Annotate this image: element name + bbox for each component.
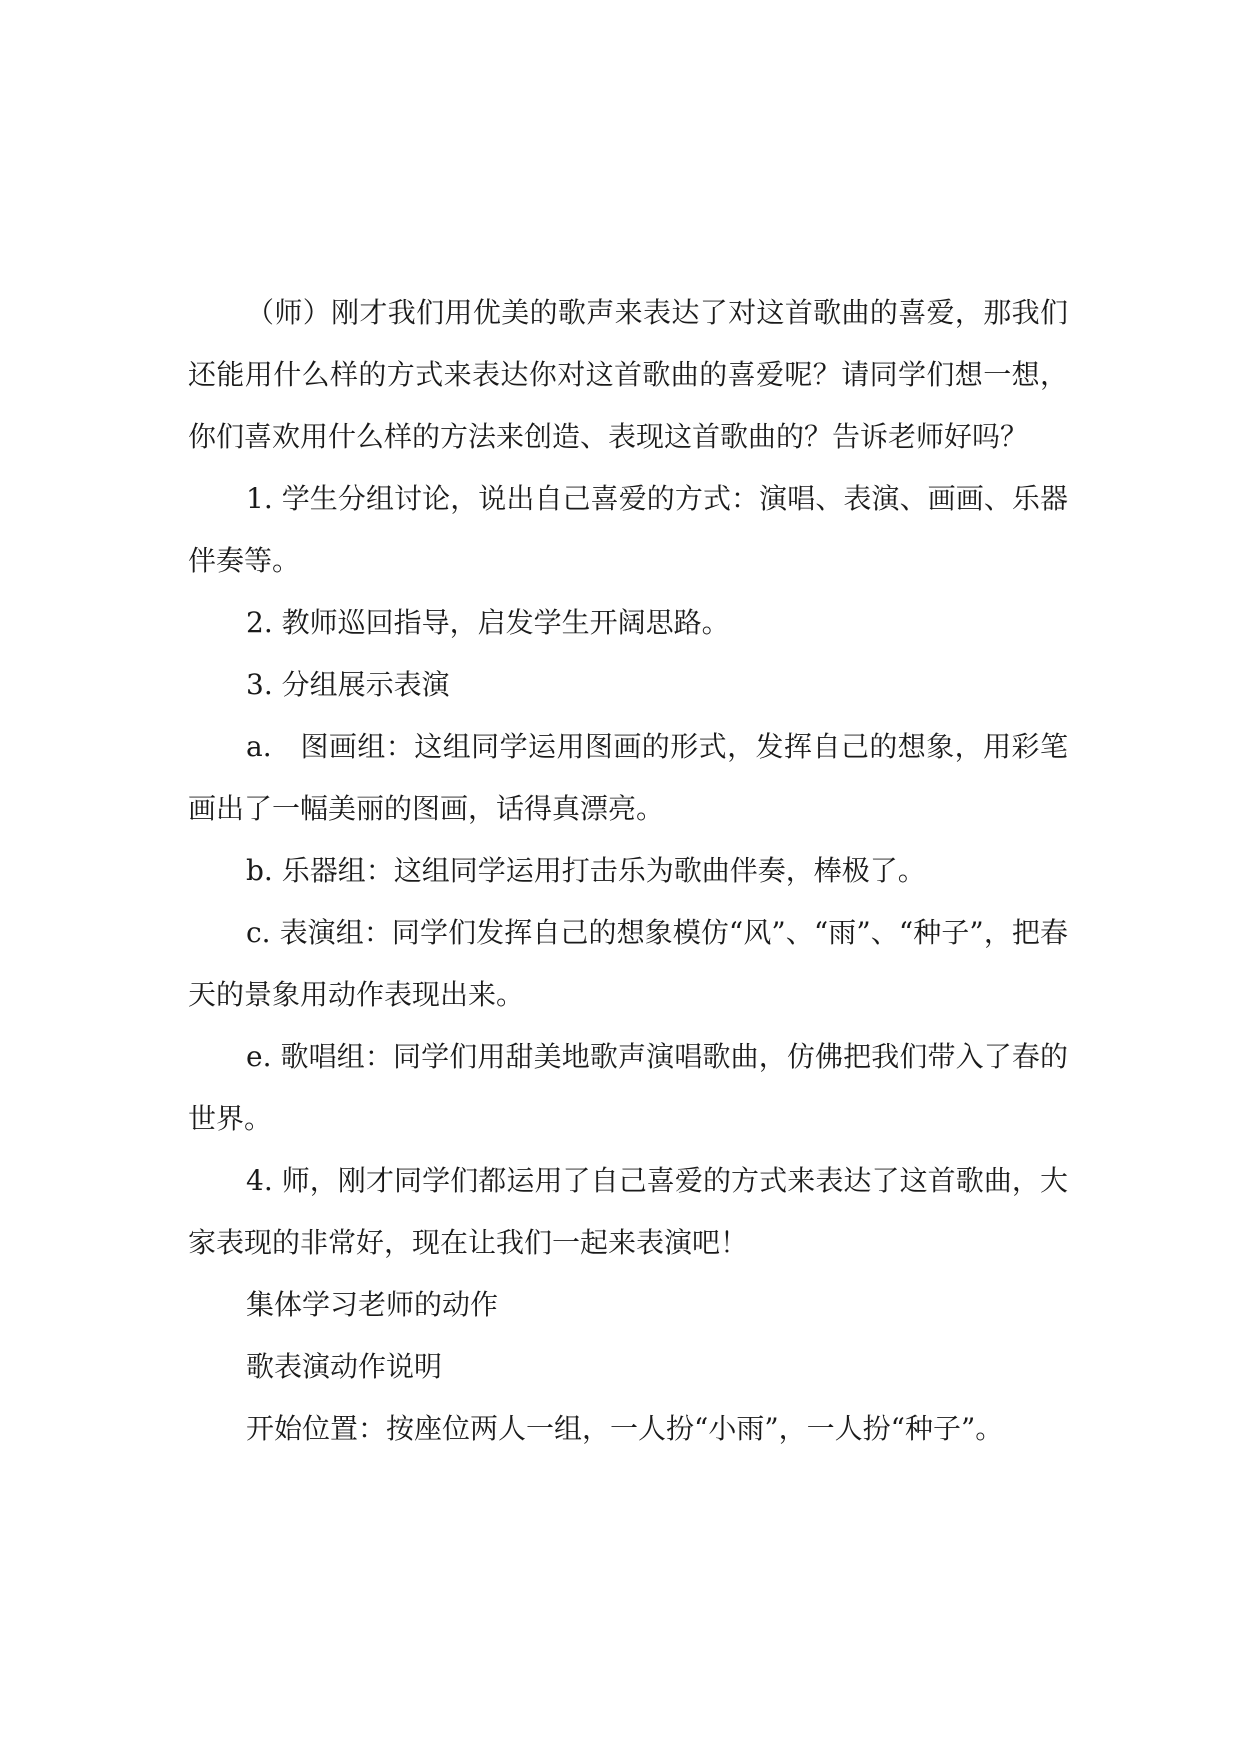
paragraph-intro: （师）刚才我们用优美的歌声来表达了对这首歌曲的喜爱，那我们还能用什么样的方式来表达你对这首歌曲的喜爱呢？请同学们想一想，你们喜欢用什么样的方法来创造、表现这首歌曲的？告诉老师好吗？ — [188, 296, 1068, 453]
paragraph-step-4: 4. 师，刚才同学们都运用了自己喜爱的方式来表达了这首歌曲，大家表现的非常好，现在让我们一起来表演吧！ — [188, 1164, 1068, 1259]
paragraph-group-b: b. 乐器组：这组同学运用打击乐为歌曲伴奏，棒极了。 — [246, 854, 926, 887]
paragraph-group-a: a. 图画组：这组同学运用图画的形式，发挥自己的想象，用彩笔画出了一幅美丽的图画，话得真漂亮。 — [188, 730, 1068, 825]
paragraph-learn-actions: 集体学习老师的动作 — [246, 1288, 499, 1321]
paragraph-group-e: e. 歌唱组：同学们用甜美地歌声演唱歌曲，仿佛把我们带入了春的世界。 — [188, 1040, 1068, 1135]
paragraph-start-position: 开始位置：按座位两人一组，一人扮“小雨”，一人扮“种子”。 — [246, 1412, 1004, 1445]
paragraph-action-notes: 歌表演动作说明 — [246, 1350, 443, 1383]
paragraph-step-2: 2. 教师巡回指导，启发学生开阔思路。 — [246, 606, 730, 639]
paragraph-step-1: 1. 学生分组讨论，说出自己喜爱的方式：演唱、表演、画画、乐器伴奏等。 — [188, 482, 1068, 577]
document-body — [188, 282, 1068, 1460]
paragraph-group-c: c. 表演组：同学们发挥自己的想象模仿“风”、“雨”、“种子”，把春天的景象用动作表现出来。 — [188, 916, 1068, 1011]
paragraph-step-3: 3. 分组展示表演 — [246, 668, 450, 701]
